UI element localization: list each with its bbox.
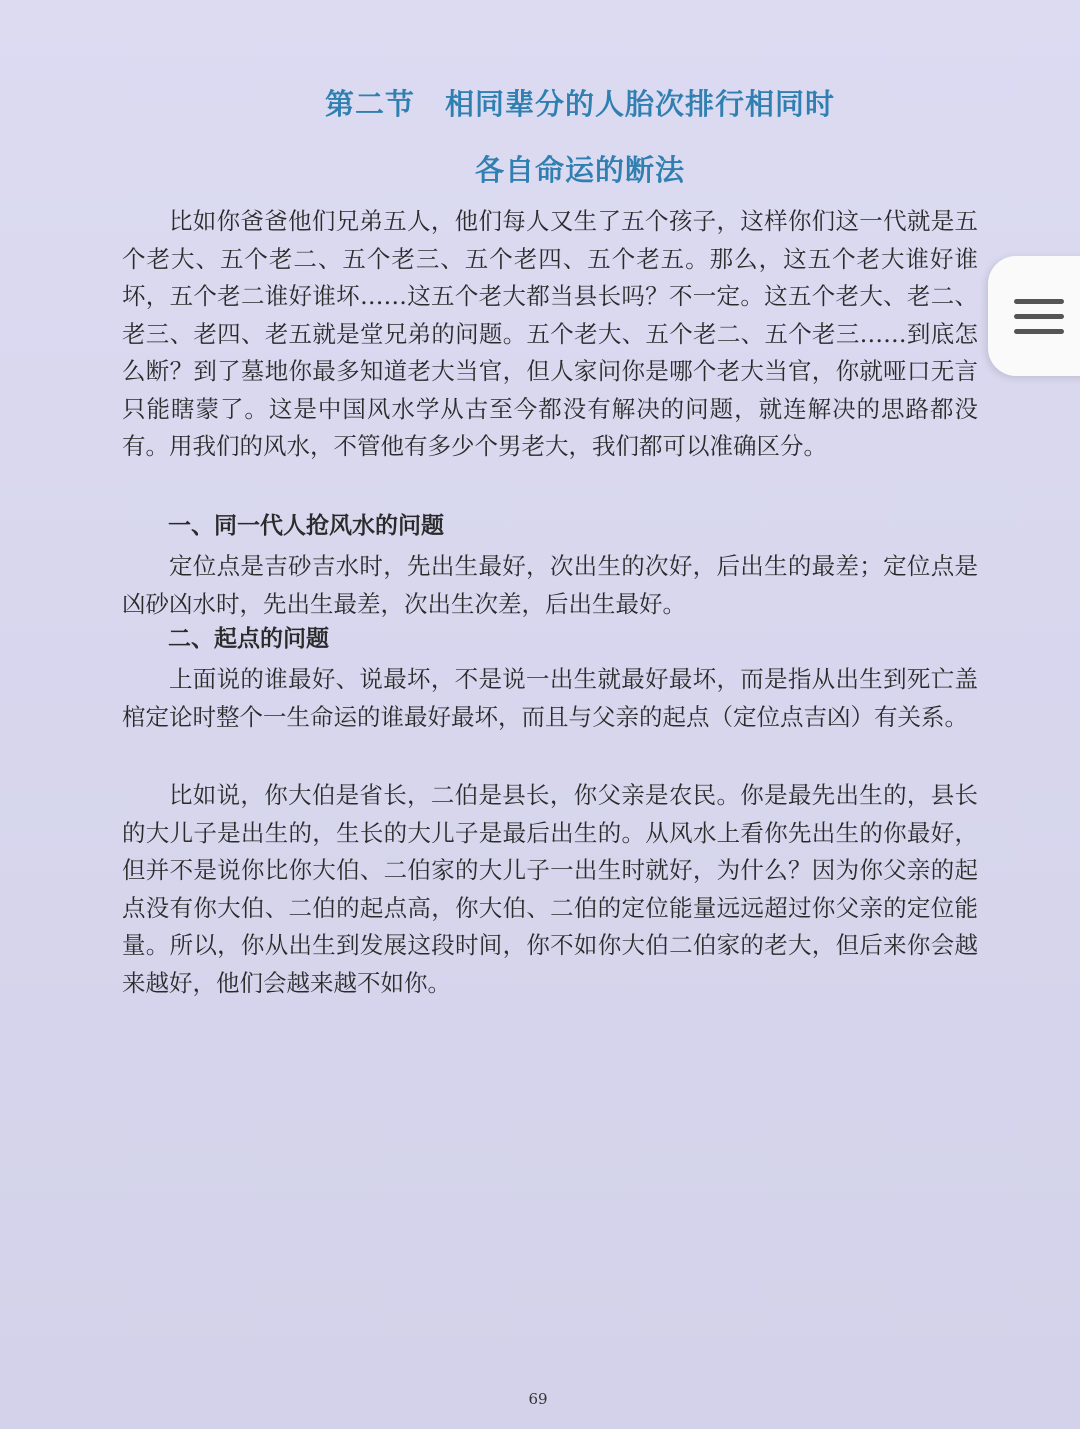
paragraph-3: 上面说的谁最好、说最坏，不是说一出生就最好最坏，而是指从出生到死亡盖棺定论时整个一生命运的谁最好最坏，而且与父亲的起点（定位点吉凶）有关系。 xyxy=(122,665,978,731)
paragraph-4: 比如说，你大伯是省长，二伯是县长，你父亲是农民。你是最先出生的，县长的大儿子是出生的，生长的大儿子是最后出生的。从风水上看你先出生的你最好，但并不是说你比你大伯、二伯家的大儿子一出生时就好，为什么？因为你父亲的起点没有你大伯、二伯的起点高，你大伯、二伯的定位能量远远超过你父亲的定位能量。所以，你从出生到发展这段时间，你不如你大伯二伯家的老大，但后来你会越来越好，他们会越来越不如你。 xyxy=(122,781,978,997)
paragraph-3-block xyxy=(122,661,978,736)
floating-menu-button[interactable] xyxy=(988,256,1080,376)
section-title-line-2: 各自命运的断法 xyxy=(474,153,685,187)
subheading-2: 二、起点的问题 xyxy=(168,626,329,652)
section-title-line-1: 第二节 相同辈分的人胎次排行相同时 xyxy=(324,87,835,121)
heading-1-block xyxy=(122,508,978,546)
paragraph-1: 比如你爸爸他们兄弟五人，他们每人又生了五个孩子，这样你们这一代就是五个老大、五个老二、五个老三、五个老四、五个老五。那么，这五个老大谁好谁坏，五个老二谁好谁坏……这五个老大都当县长吗？不一定。这五个老大、老二、老三、老四、老五就是堂兄弟的问题。五个老大、五个老二、五个老三……到底怎么断？到了墓地你最多知道老大当官，但人家问你是哪个老大当官，你就哑口无言只能瞎蒙了。这是中国风水学从古至今都没有解决的问题，就连解决的思路都没有。用我们的风水，不管他有多少个男老大，我们都可以准确区分。 xyxy=(122,207,978,460)
paragraph-4-block xyxy=(122,777,978,1002)
paragraph-1-block xyxy=(122,203,978,466)
paragraph-2: 定位点是吉砂吉水时，先出生最好，次出生的次好，后出生的最差；定位点是凶砂凶水时，先出生最差，次出生次差，后出生最好。 xyxy=(122,552,978,618)
heading-2-block xyxy=(122,621,978,659)
subheading-1: 一、同一代人抢风水的问题 xyxy=(168,513,444,539)
page-number: 69 xyxy=(528,1390,548,1408)
paragraph-2-block xyxy=(122,548,978,623)
